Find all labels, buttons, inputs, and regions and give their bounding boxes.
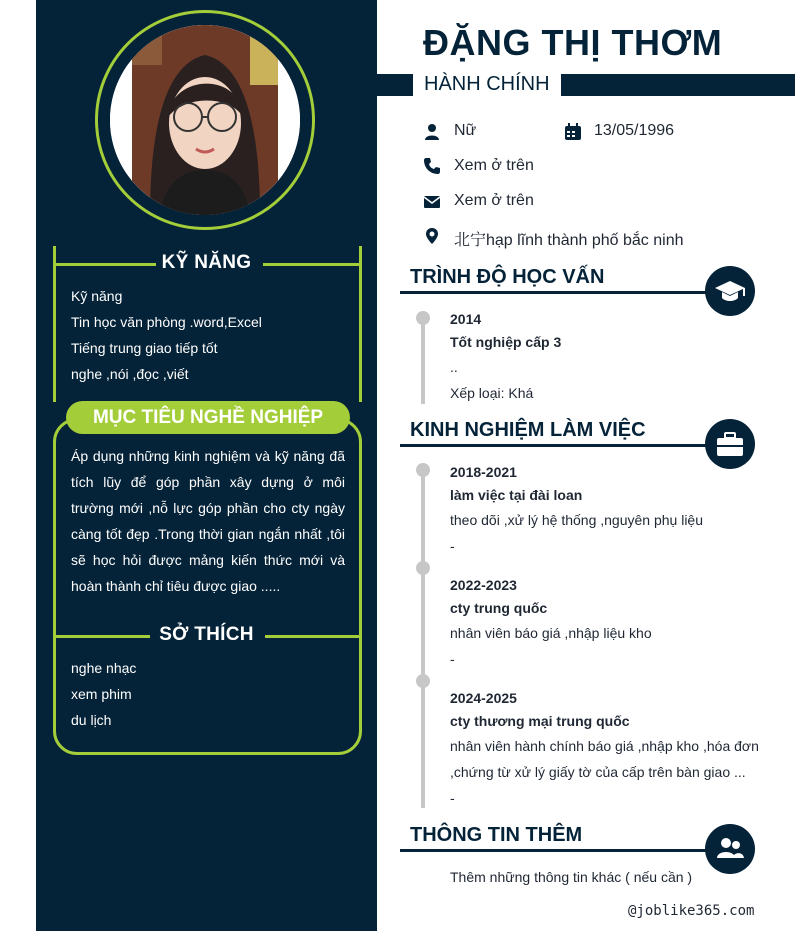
hobby-item: xem phim xyxy=(71,686,132,702)
phone-value: Xem ở trên xyxy=(454,157,534,174)
entry-year: 2014 xyxy=(450,311,482,327)
entry-org: cty trung quốc xyxy=(450,600,548,616)
avatar xyxy=(110,25,300,215)
additional-icon-circle xyxy=(705,824,755,874)
avatar-ring xyxy=(95,10,315,230)
additional-title: THÔNG TIN THÊM xyxy=(410,824,583,846)
additional-underline xyxy=(400,849,710,852)
education-icon-circle xyxy=(705,266,755,316)
phone-icon xyxy=(423,157,441,175)
experience-title: KINH NGHIỆM LÀM VIỆC xyxy=(410,419,646,441)
entry-desc-continued: ,chứng từ xử lý giấy tờ của cấp trên bàn giao ... xyxy=(450,764,746,780)
skills-list xyxy=(71,286,262,390)
footer-watermark: @joblike365.com xyxy=(628,903,755,919)
entry-extra: - xyxy=(450,651,455,667)
entry-extra: - xyxy=(450,538,455,554)
timeline-dot xyxy=(416,561,430,575)
skill-item: nghe ,nói ,đọc ,viết xyxy=(71,366,189,382)
entry-org: Tốt nghiệp cấp 3 xyxy=(450,334,562,350)
experience-timeline xyxy=(421,470,425,808)
experience-entry xyxy=(450,575,652,675)
entry-year: 2018-2021 xyxy=(450,464,517,480)
user-icon xyxy=(423,123,441,141)
entry-desc: theo dõi ,xử lý hệ thống ,nguyên phụ liệu xyxy=(450,512,703,528)
timeline-dot xyxy=(416,674,430,688)
address-value: 北宁hạp lĩnh thành phố bắc ninh xyxy=(454,232,684,249)
education-timeline xyxy=(421,318,425,404)
entry-org: làm việc tại đài loan xyxy=(450,487,583,503)
experience-entry xyxy=(450,462,703,562)
skills-border-left xyxy=(53,246,56,402)
users-icon xyxy=(705,824,755,874)
objective-text: Áp dụng những kinh nghiệm và kỹ năng đã tích lũy để góp phần xây dựng ở môi trường mới ,nỗ lực góp phần cho cty ngày càng tốt đẹp .Trong thời gian ngắn nhất ,tôi sẽ học hỏi được mảng kiến thức mới và hoàn thành chỉ tiêu được giao ..... xyxy=(71,448,345,594)
timeline-dot xyxy=(416,311,430,325)
skills-header xyxy=(36,248,377,278)
hobby-item: nghe nhạc xyxy=(71,660,137,676)
sidebar xyxy=(36,0,377,931)
education-entry xyxy=(450,309,561,409)
objective-title: MỤC TIÊU NGHỀ NGHIỆP xyxy=(66,401,350,434)
hobby-item: du lịch xyxy=(71,712,112,728)
entry-org: cty thương mại trung quốc xyxy=(450,713,630,729)
education-title: TRÌNH ĐỘ HỌC VẤN xyxy=(410,266,605,288)
candidate-name: ĐẶNG THỊ THƠM xyxy=(423,22,723,63)
hobbies-header xyxy=(36,620,377,650)
skill-item: Tiếng trung giao tiếp tốt xyxy=(71,340,218,356)
skill-item: Kỹ năng xyxy=(71,288,123,304)
additional-text: Thêm những thông tin khác ( nếu cần ) xyxy=(450,869,693,885)
entry-extra: Xếp loại: Khá xyxy=(450,385,534,401)
entry-extra: - xyxy=(450,790,455,806)
entry-desc: nhân viên hành chính báo giá ,nhập kho ,hóa đơn xyxy=(450,738,759,754)
envelope-icon xyxy=(423,193,441,211)
gender-value: Nữ xyxy=(454,122,477,139)
entry-desc: nhân viên báo giá ,nhập liệu kho xyxy=(450,625,652,641)
hobbies-list xyxy=(71,658,136,736)
experience-entry xyxy=(450,688,759,814)
experience-icon-circle xyxy=(705,419,755,469)
entry-year: 2022-2023 xyxy=(450,577,517,593)
skill-item: Tin học văn phòng .word,Excel xyxy=(71,314,262,330)
birthdate-value: 13/05/1996 xyxy=(594,122,675,139)
calendar-icon xyxy=(564,123,582,141)
entry-year: 2024-2025 xyxy=(450,690,517,706)
entry-desc: .. xyxy=(450,359,458,375)
job-title: HÀNH CHÍNH xyxy=(424,73,550,95)
map-pin-icon xyxy=(423,227,441,245)
skills-border-right xyxy=(359,246,362,402)
email-value: Xem ở trên xyxy=(454,192,534,209)
briefcase-icon xyxy=(705,419,755,469)
graduation-cap-icon xyxy=(705,266,755,316)
timeline-dot xyxy=(416,463,430,477)
hobbies-title: SỞ THÍCH xyxy=(159,624,254,645)
education-underline xyxy=(400,291,710,294)
skills-title: KỸ NĂNG xyxy=(161,252,252,273)
experience-underline xyxy=(400,444,710,447)
